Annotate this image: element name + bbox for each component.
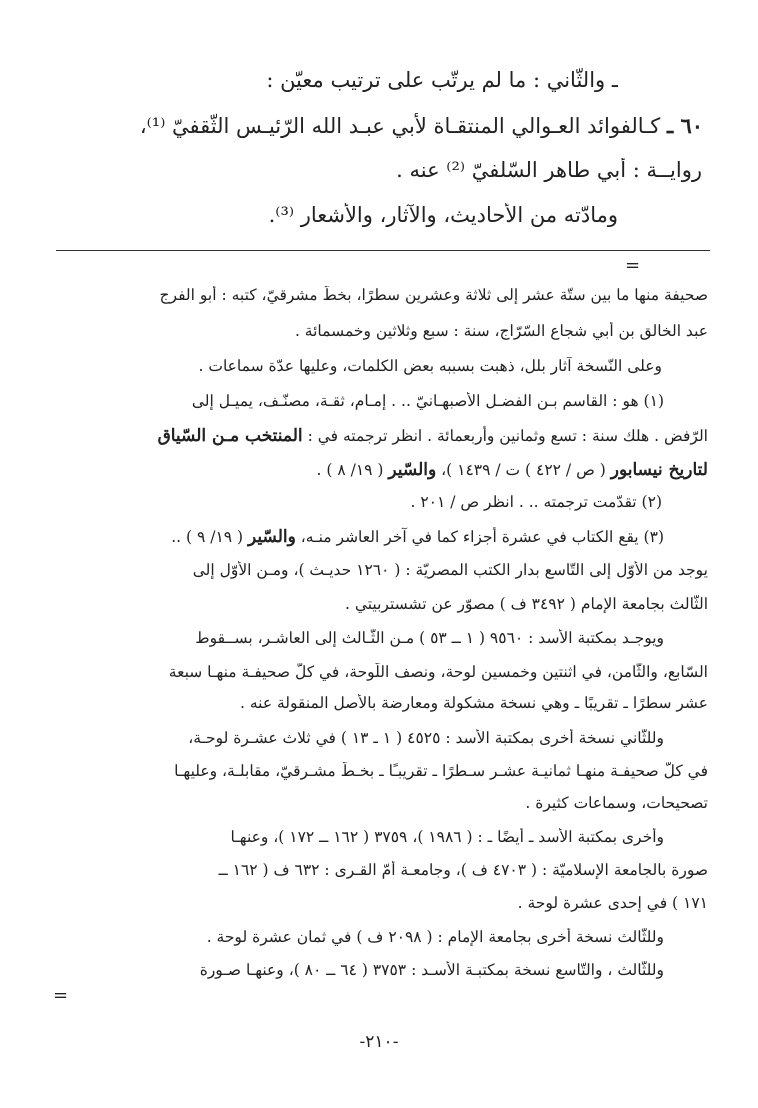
footnote-3-line-14: وللثّالث ، والتّاسع نسخة بمكتبـة الأسـد : ٣٧٥٣ ( ٦٤ ــ ٨٠ )، وعنهـا صـورة xyxy=(199,961,664,979)
footnote-continued-line-3: وعلى النّسخة آثار بلل، ذهبت بسببه بعض الكلمات، وعليها عدّة سماعات . xyxy=(198,357,662,375)
footnote-continued-line-2: عبد الخالق بن أبي شجاع السّرّاج، سنة : سبع وثلاثين وخمسمائة . xyxy=(294,322,708,340)
footnote-3-line-2: يوجد من الأوّل إلى التّاسع بدار الكتب المصريّة : ( ١٢٦٠ حديـث )، ومـن الأوّل إلى xyxy=(192,561,708,579)
entry-60-riwaya: روايــة : أبي طاهر السّلفيّ ⁽²⁾ عنه . xyxy=(396,158,702,182)
footnote-3-line-3: الثّالث بجامعة الإمام ( ٣٤٩٢ ف ) مصوّر عن تشستربيتي . xyxy=(344,595,708,613)
section-heading-second: ـ والثّاني : ما لم يرتّب على ترتيب معيّن : xyxy=(266,68,618,92)
continuation-mark-bottom: = xyxy=(53,985,69,1006)
footnote-3-line-6: عشر سطرًا ـ تقريبًا ـ وهي نسخة مشكولة ومعارضة بالأصل المنقولة عنه . xyxy=(239,694,708,712)
entry-60-content: ومادّته من الأحاديث، والآثار، والأشعار ⁽³⁾. xyxy=(268,203,618,227)
footnote-3-line-10: وأخرى بمكتبة الأسد ـ أيضًا ـ : ( ١٩٨٦ )، ٣٧٥٩ ( ١٦٢ ــ ١٧٢ )، وعنهـا xyxy=(230,828,664,846)
footnote-1-book-title: المنتخب مـن السّياق xyxy=(157,426,303,446)
footnote-3-line-11: صورة بالجامعة الإسلاميّة : ( ٤٧٠٣ ف )، وجامعـة أمّ القـرى : ٦٣٢ ف ( ١٦٢ ــ xyxy=(218,861,708,879)
footnote-3-line-4: ويوجـد بمكتبة الأسد : ٩٥٦٠ ( ١ ــ ٥٣ ) مـن الثّـالث إلى العاشـر، بســقوط xyxy=(195,629,664,647)
entry-number: ٦٠ ـ xyxy=(666,113,703,138)
footnote-3-line-12: ١٧١ ) في إحدى عشرة لوحة . xyxy=(517,894,708,912)
entry-60-title xyxy=(50,113,703,138)
footnote-separator xyxy=(56,250,710,251)
footnote-3-text: (٣) يقع الكتاب في عشرة أجزاء كما في آخر العاشر منـه، xyxy=(300,528,664,546)
footnote-3-line-7: وللثّاني نسخة أخرى بمكتبة الأسد : ٤٥٢٥ ( ١ ـ ١٣ ) في ثلاث عشـرة لوحـة، xyxy=(188,729,664,747)
footnote-1-line-3 xyxy=(50,460,708,480)
footnote-1-ref: ( ص / ٤٢٢ ) ت / ١٤٣٩ )، xyxy=(441,461,606,479)
footnote-1-line-1: (١) هو : القاسم بـن الفضـل الأصبهـانيّ .. . إمـام، ثقـة، مصنّـف، يميـل إلى xyxy=(191,392,664,410)
footnote-3-siyar-ref: ( ١٩/ ٩ ) .. xyxy=(171,528,244,546)
footnote-continued-line-1: صحيفة منها ما بين ستّة عشر إلى ثلاثة وعشرين سطرًا، بخطّ مشرقيّ، كتبه : أبو الفرج xyxy=(159,286,708,304)
page-number: -٢١٠- xyxy=(359,1032,399,1052)
footnote-1-book-title-cont: لتاريخ نيسابور xyxy=(610,460,708,480)
footnote-1-line-2 xyxy=(50,426,708,446)
footnote-1-siyar: والسّير xyxy=(388,460,437,480)
footnote-3-line-8: في كلّ صحيفـة منهـا ثمانيـة عشـر سـطرًا ـ تقريبـًا ـ بخـطّ مشـرقيّ، مقابلـة، وعليهـا xyxy=(174,762,708,780)
footnote-1-text: الرّفض . هلك سنة : تسع وثمانين وأربعمائة . انظر ترجمته في : xyxy=(307,427,708,445)
footnote-3-siyar: والسّير xyxy=(248,527,296,547)
footnote-3-line-13: وللثّالث نسخة أخرى بجامعة الإمام : ( ٢٠٩٨ ف ) في ثمان عشرة لوحة . xyxy=(206,928,664,946)
footnote-3-line-5: السّابع، والثّامن، في اثنتين وخمسين لوحة، ونصف اللّوحة، في كلّ صحيفـة منهـا سبعة xyxy=(168,663,708,681)
continuation-mark-top: = xyxy=(625,255,641,276)
footnote-1-siyar-ref: ( ١٩/ ٨ ) . xyxy=(316,461,384,479)
entry-title: كـالفوائد العـوالي المنتقـاة لأبي عبـد الله الرّئيـس الثّقفيّ ⁽¹⁾، xyxy=(139,114,661,138)
footnote-3-line-9: تصحيحات، وسماعات كثيرة . xyxy=(525,794,708,812)
footnote-3-line-1 xyxy=(50,527,664,547)
footnote-2: (٢) تقدّمت ترجمته .. . انظر ص / ٢٠١ . xyxy=(410,493,662,511)
